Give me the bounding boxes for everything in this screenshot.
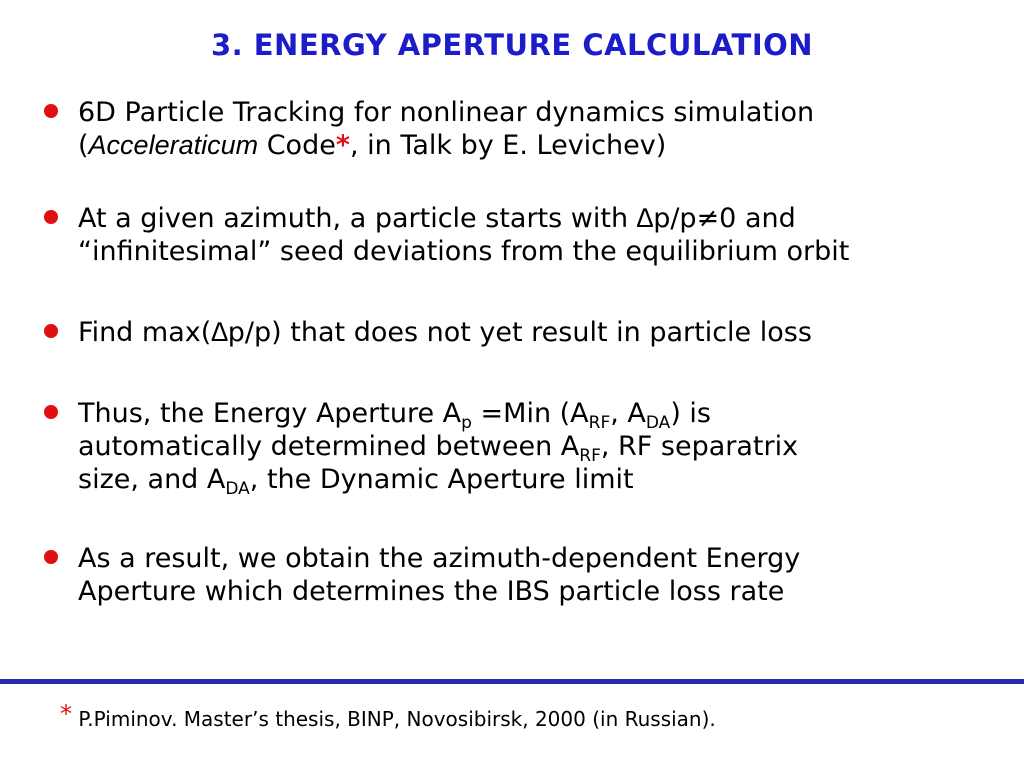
footer-divider [0, 679, 1024, 684]
bullet-dot-icon [44, 210, 58, 224]
bullet-item-energy-aperture: Thus, the Energy Aperture $A_p =Min$ ($A_{RF}$, $A_{DA}$) is automatically determined between $A_{RF}$, RF separatrix size, and $A_{DA}$, the Dynamic Aperture limit [44, 397, 1004, 496]
code-name: Acceleraticum [88, 130, 259, 160]
footnote-text: P.Piminov. Master’s thesis, BINP, Novosibirsk, 2000 (in Russian). [72, 707, 716, 731]
bullet-item-azimuth: At a given azimuth, a particle starts with ∆p/p≠0 and “infinitesimal” seed deviations from the equilibrium orbit [44, 202, 1004, 268]
bullet-item-tracking: 6D Particle Tracking for nonlinear dynamics simulation (Acceleraticum Code*, in Talk by E. Levichev) [44, 96, 1004, 162]
bullet-dot-icon [44, 550, 58, 564]
bullet-item-result: As a result, we obtain the azimuth-dependent Energy Aperture which determines the IBS particle loss rate [44, 542, 1004, 608]
footnote-marker: * [335, 130, 350, 161]
bullet-list [44, 96, 1004, 608]
footnote-star: * [60, 700, 72, 728]
bullet-text: 6D Particle Tracking for nonlinear dynamics simulation [78, 97, 815, 128]
bullet-dot-icon [44, 104, 58, 118]
bullet-item-find-max: Find max(∆p/p) that does not yet result in particle loss [44, 316, 1004, 349]
slide-title: 3. ENERGY APERTURE CALCULATION [210, 28, 814, 62]
bullet-dot-icon [44, 324, 58, 338]
footnote [60, 700, 716, 731]
delta-symbol: ∆ [636, 203, 654, 233]
delta-symbol: ∆ [211, 317, 228, 347]
bullet-dot-icon [44, 405, 58, 419]
